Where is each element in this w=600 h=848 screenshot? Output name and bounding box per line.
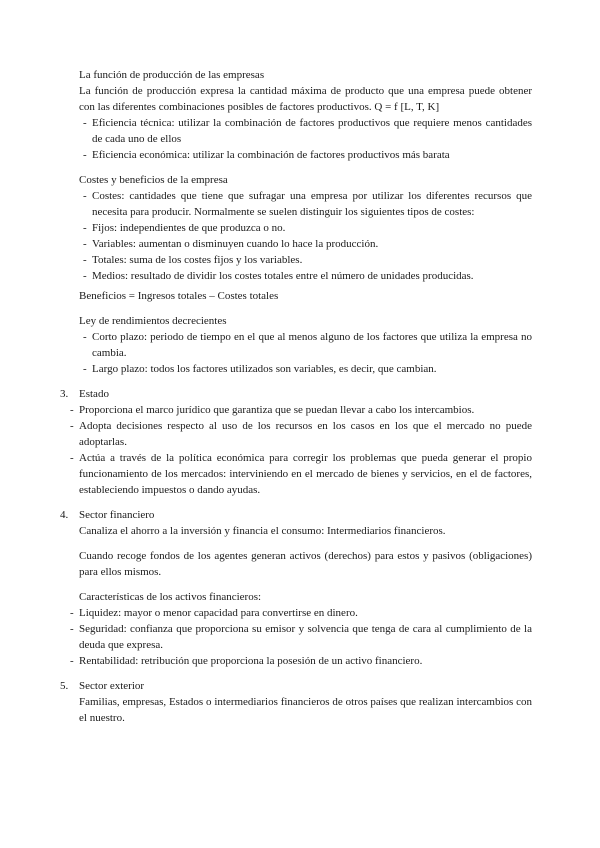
financiero-para: Cuando recoge fondos de los agentes generan activos (derechos) para estos y pasivos (obligaciones) para ellos mismos. — [79, 550, 532, 578]
financiero-title: Sector financiero — [79, 509, 155, 521]
rendimientos-block — [79, 313, 532, 377]
financiero-list — [66, 605, 532, 669]
estado-title: Estado — [79, 388, 109, 400]
section-number: 3. — [60, 388, 69, 400]
produccion-text: La función de producción expresa la cantidad máxima de producto que una empresa puede obtener con las diferentes combinaciones posibles de factores productivos. Q = f [L, T, K] — [79, 85, 532, 113]
beneficios-formula: Beneficios = Ingresos totales – Costes totales — [79, 290, 279, 302]
list-item: - Medios: resultado de dividir los costes totales entre el número de unidades producidas. — [79, 268, 532, 284]
list-item: - Rentabilidad: retribución que proporciona la posesión de un activo financiero. — [66, 653, 532, 669]
financiero-line: Canaliza el ahorro a la inversión y financia el consumo: Intermediarios financieros. — [79, 525, 446, 537]
list-item: - Largo plazo: todos los factores utilizados son variables, es decir, que cambian. — [79, 361, 532, 377]
list-item: - Fijos: independientes de que produzca o no. — [79, 220, 532, 236]
produccion-list — [79, 115, 532, 163]
produccion-block — [79, 67, 532, 163]
rendimientos-list — [79, 329, 532, 377]
costes-list — [79, 188, 532, 284]
estado-section — [60, 386, 532, 498]
list-item: - Totales: suma de los costes fijos y los variables. — [79, 252, 532, 268]
list-item: - Seguridad: confianza que proporciona su emisor y solvencia que tenga de cara al cumplimiento de la deuda que expresa. — [66, 621, 532, 653]
estado-list — [66, 402, 532, 498]
section-number: 5. — [60, 680, 69, 692]
list-item: - Liquidez: mayor o menor capacidad para convertirse en dinero. — [66, 605, 532, 621]
list-item: - Actúa a través de la política económica para corregir los problemas que pueda generar el propio funcionamiento de los mercados: interviniendo en el mercado de bienes y servicios, en el de factores, estableciendo impuestos o dando ayudas. — [66, 450, 532, 498]
exterior-section — [60, 678, 532, 726]
list-item: - Costes: cantidades que tiene que sufragar una empresa por utilizar los diferentes recursos que necesita para producir. Normalmente se suelen distinguir los siguientes tipos de costes: — [79, 188, 532, 220]
produccion-heading: La función de producción de las empresas — [79, 69, 265, 81]
exterior-text: Familias, empresas, Estados o intermediarios financieros de otros países que realizan intercambios con el nuestro. — [79, 696, 532, 724]
financiero-subheading: Características de los activos financieros: — [79, 591, 262, 603]
list-item: - Eficiencia técnica: utilizar la combinación de factores productivos que requiere menos cantidades de cada uno de ellos — [79, 115, 532, 147]
list-item: - Variables: aumentan o disminuyen cuando lo hace la producción. — [79, 236, 532, 252]
exterior-title: Sector exterior — [79, 680, 145, 692]
section-number: 4. — [60, 509, 69, 521]
list-item: - Eficiencia económica: utilizar la combinación de factores productivos más barata — [79, 147, 532, 163]
list-item: - Adopta decisiones respecto al uso de los recursos en los casos en los que el mercado no puede adoptarlas. — [66, 418, 532, 450]
financiero-section — [60, 507, 532, 669]
list-item: - Corto plazo: periodo de tiempo en el que al menos alguno de los factores que utiliza la empresa no cambia. — [79, 329, 532, 361]
list-item: - Proporciona el marco jurídico que garantiza que se puedan llevar a cabo los intercambios. — [66, 402, 532, 418]
costes-heading: Costes y beneficios de la empresa — [79, 174, 228, 186]
rendimientos-heading: Ley de rendimientos decrecientes — [79, 315, 227, 327]
costes-block — [79, 172, 532, 304]
